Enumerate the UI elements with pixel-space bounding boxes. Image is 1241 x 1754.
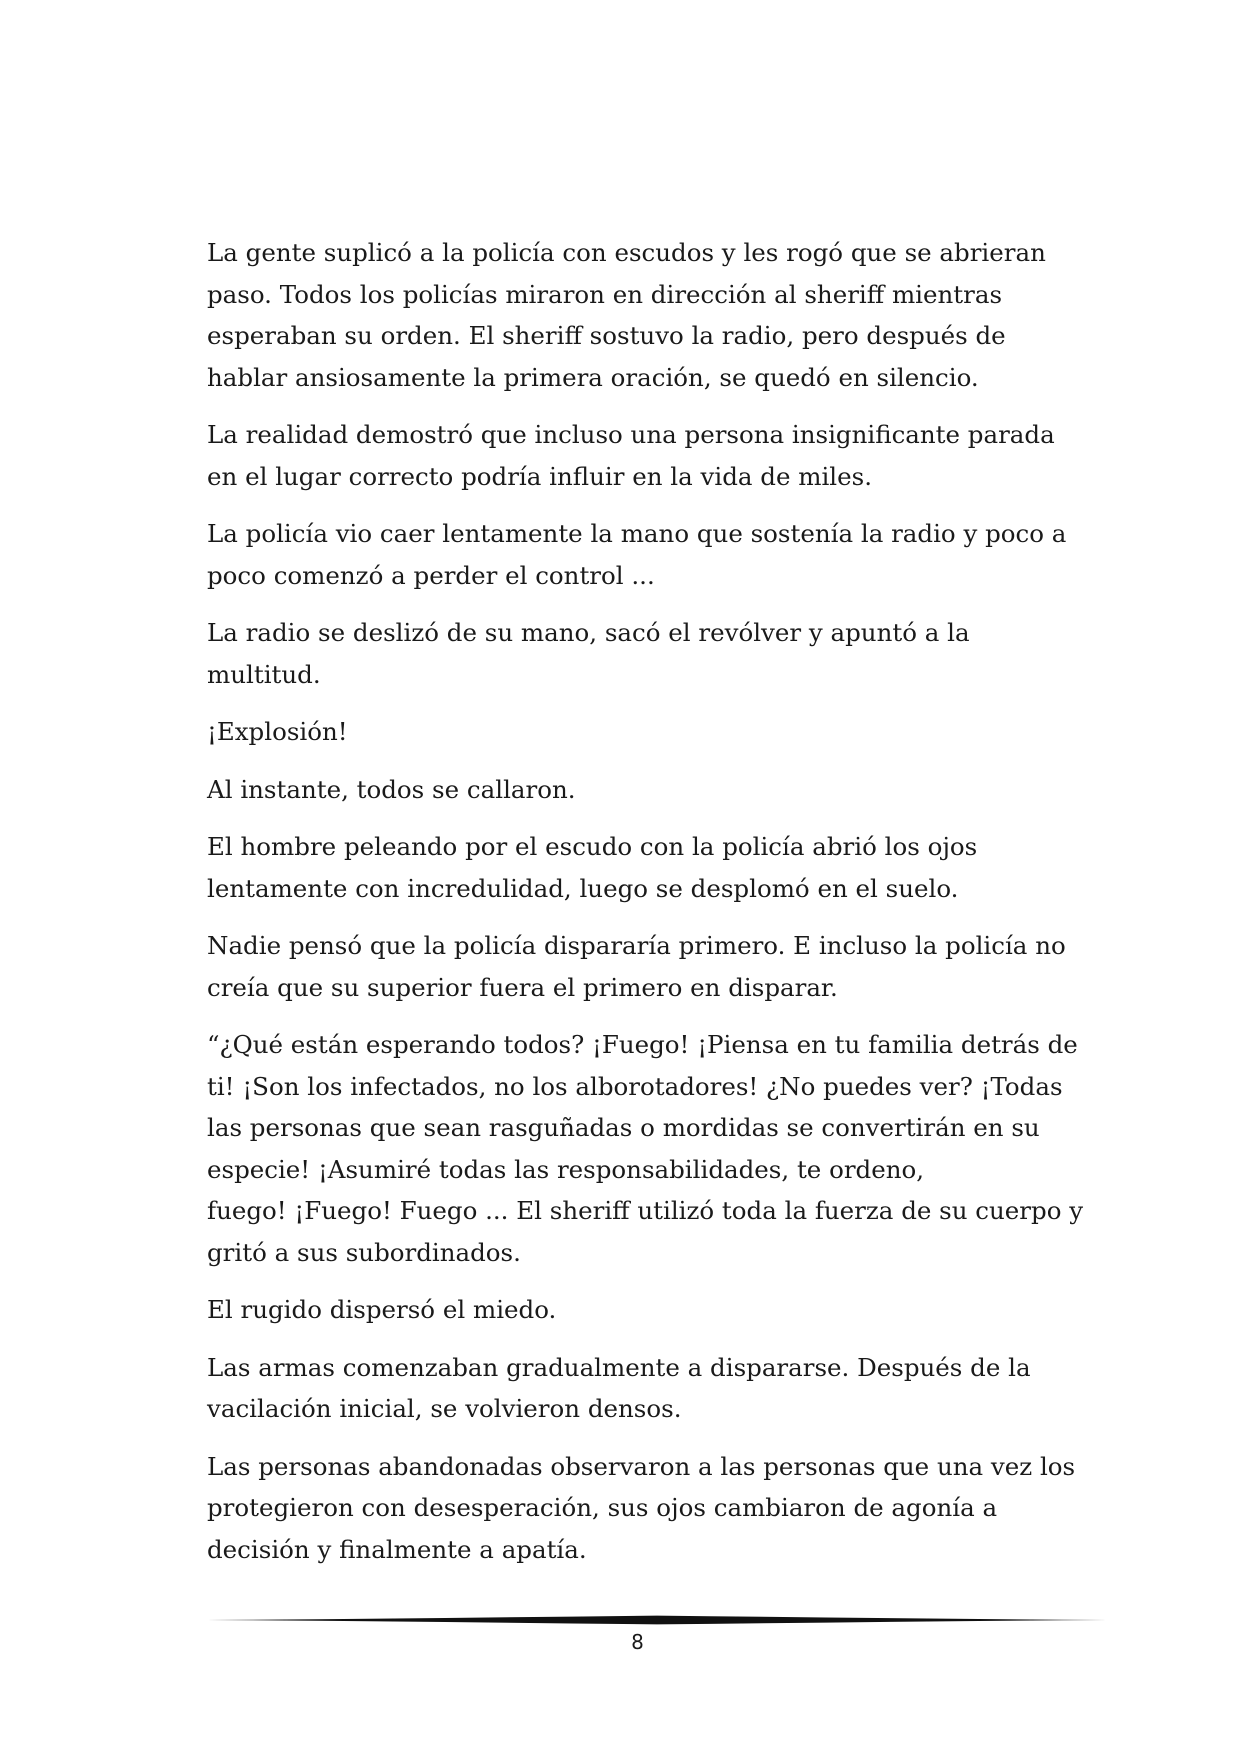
paragraph-7: El hombre peleando por el escudo con la policía abrió los ojos lentamente con incredulidad, luego se desplomó en el suelo. bbox=[207, 832, 978, 903]
paragraph-1: La gente suplicó a la policía con escudos y les rogó que se abrieran paso. Todos los policías miraron en dirección al sheriff mientras esperaban su orden. El sheriff sostuvo la radio, pero después de hablar ansiosamente la primera oración, se quedó en silencio. bbox=[207, 238, 1046, 392]
paragraph-6: Al instante, todos se callaron. bbox=[207, 774, 576, 804]
page-number: 8 bbox=[631, 1630, 644, 1654]
paragraph-8: Nadie pensó que la policía dispararía primero. E incluso la policía no creía que su superior fuera el primero en disparar. bbox=[207, 931, 1066, 1002]
paragraph-10: El rugido dispersó el miedo. bbox=[207, 1295, 557, 1324]
paragraph-3: La policía vio caer lentamente la mano que sostenía la radio y poco a poco comenzó a perder el control ... bbox=[207, 519, 1067, 590]
body-text bbox=[207, 232, 1087, 1586]
paragraph-5: ¡Explosión! bbox=[207, 717, 348, 746]
paragraph-2: La realidad demostró que incluso una persona insignificante parada en el lugar correcto podría influir en la vida de miles. bbox=[207, 420, 1055, 491]
paragraph-9: “¿Qué están esperando todos? ¡Fuego! ¡Piensa en tu familia detrás de ti! ¡Son los infectados, no los alborotadores! ¿No puedes ver? ¡Todas las personas que sean rasguñadas o mordidas se convertirán en su especie! ¡Asumiré todas las responsabilidades, te ordeno, fuego! ¡Fuego! Fuego ... El sheriff utilizó toda la fuerza de su cuerpo y gritó a sus subordinados. bbox=[207, 1030, 1084, 1267]
paragraph-12: Las personas abandonadas observaron a las personas que una vez los protegieron con desesperación, sus ojos cambiaron de agonía a decisión y finalmente a apatía. bbox=[207, 1451, 1076, 1564]
footer-divider bbox=[207, 1614, 1107, 1626]
paragraph-4: La radio se deslizó de su mano, sacó el revólver y apuntó a la multitud. bbox=[207, 618, 970, 689]
paragraph-11: Las armas comenzaban gradualmente a dispararse. Después de la vacilación inicial, se volvieron densos. bbox=[207, 1352, 1031, 1423]
